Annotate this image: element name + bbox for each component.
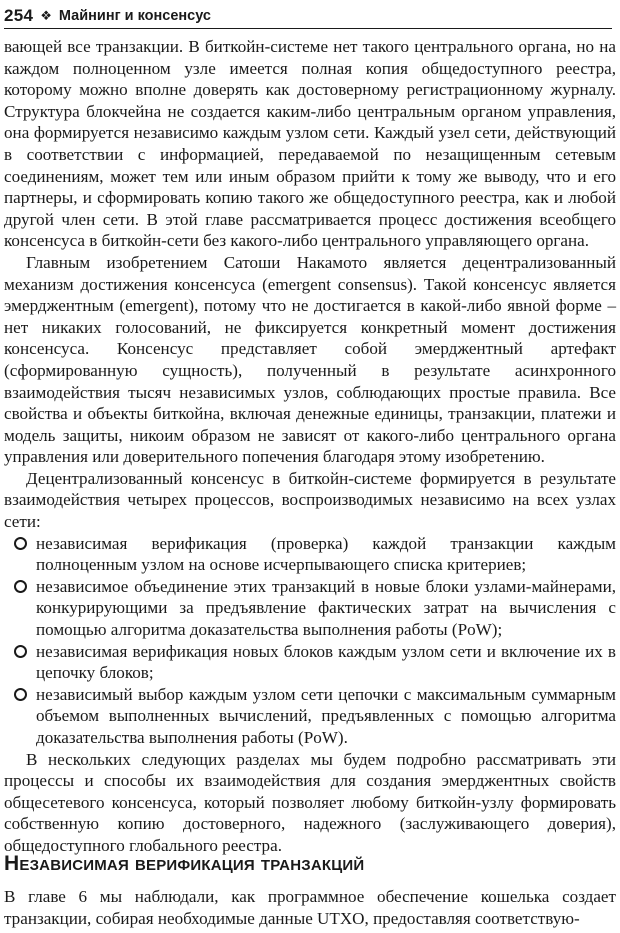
- bullet-circle-icon: [14, 537, 27, 550]
- paragraph-four-processes: Децентрализованный консенсус в биткойн-системе формируется в результате взаимодействия четырех процессов, воспроизводимых независимо на всех узлах сети:: [4, 468, 616, 532]
- bullet-circle-icon: [14, 645, 27, 658]
- list-item-text: независимая верификация новых блоков каждым узлом сети и включение их в цепочку блоков;: [36, 641, 616, 683]
- paragraph-emergent-consensus: Главным изобретением Сатоши Накамото является децентрализованный механизм достижения консенсуса (emergent consensus). Такой консенсус является эмерджентным (emergent), потому что не достигается в какой-либо явной форме – нет никаких голосований, не фиксируется конкретный момент достижения консенсуса. Консенсус представляет собой эмерджентный артефакт (сформированную сущность), полученный в результате асинхронного взаимодействия тысяч независимых узлов, соблюдающих простые правила. Все свойства и объекты биткойна, включая денежные единицы, транзакции, платежи и модель защиты, никоим образом не зависят от какого-либо центрального органа управления или доверительного попечения благодаря этому изобретению.: [4, 252, 616, 467]
- running-header: [4, 4, 612, 29]
- list-item: [4, 576, 616, 641]
- section-heading: Независимая верификация транзакций: [4, 852, 365, 875]
- bullet-circle-icon: [14, 688, 27, 701]
- body-text: [4, 36, 616, 857]
- list-item-text: независимое объединение этих транзакций в новые блоки узлами-майнерами, конкурирующими за предъявление фактических затрат на вычисления с помощью алгоритма доказательства выполнения работы (PoW);: [36, 576, 616, 640]
- bullet-circle-icon: [14, 580, 27, 593]
- running-title: Майнинг и консенсус: [58, 8, 211, 24]
- paragraph-continuation: вающей все транзакции. В биткойн-системе нет такого центрального органа, но на каждом полноценном узле имеется полная копия общедоступного реестра, которому можно вполне доверять как достоверному регистрационному журналу. Структура блокчейна не создается каким-либо центральным органом управления, она формируется независимо каждым узлом сети. Каждый узел сети, действующий в соответствии с информацией, передаваемой по незащищенным сетевым соединениям, может тем или иным образом прийти к тому же выводу, что и его партнеры, и сформировать копию такого же общедоступного реестра, как и любой другой член сети. В этой главе рассматривается процесс достижения всеобщего консенсуса в биткойн-сети без какого-либо центрального управляющего органа.: [4, 37, 616, 251]
- ornament-separator-icon: ❖: [40, 8, 52, 23]
- paragraph-closing: В нескольких следующих разделах мы будем подробно рассматривать эти процессы и способы их взаимодействия для создания эмерджентных свойств общесетевого консенсуса, который позволяет любому биткойн-узлу формировать собственную копию достоверного, надежного (заслуживающего доверия), общедоступного глобального реестра.: [4, 749, 616, 855]
- list-item-text: независимая верификация (проверка) каждой транзакции каждым полноценным узлом на основе исчерпывающего списка критериев;: [36, 533, 616, 575]
- page-number: 254: [4, 6, 34, 25]
- list-item-text: независимый выбор каждым узлом сети цепочки с максимальным суммарным объемом выполненных вычислений, предъявленных с помощью алгоритма доказательства выполнения работы (PoW).: [36, 684, 616, 747]
- list-item: [4, 533, 616, 576]
- list-item: [4, 641, 616, 684]
- process-list: [4, 533, 616, 749]
- list-item: [4, 684, 616, 749]
- section-first-line: В главе 6 мы наблюдали, как программное обеспечение кошелька создает транзакции, собирая необходимые данные UTXO, предоставляя соответствую-: [4, 887, 616, 928]
